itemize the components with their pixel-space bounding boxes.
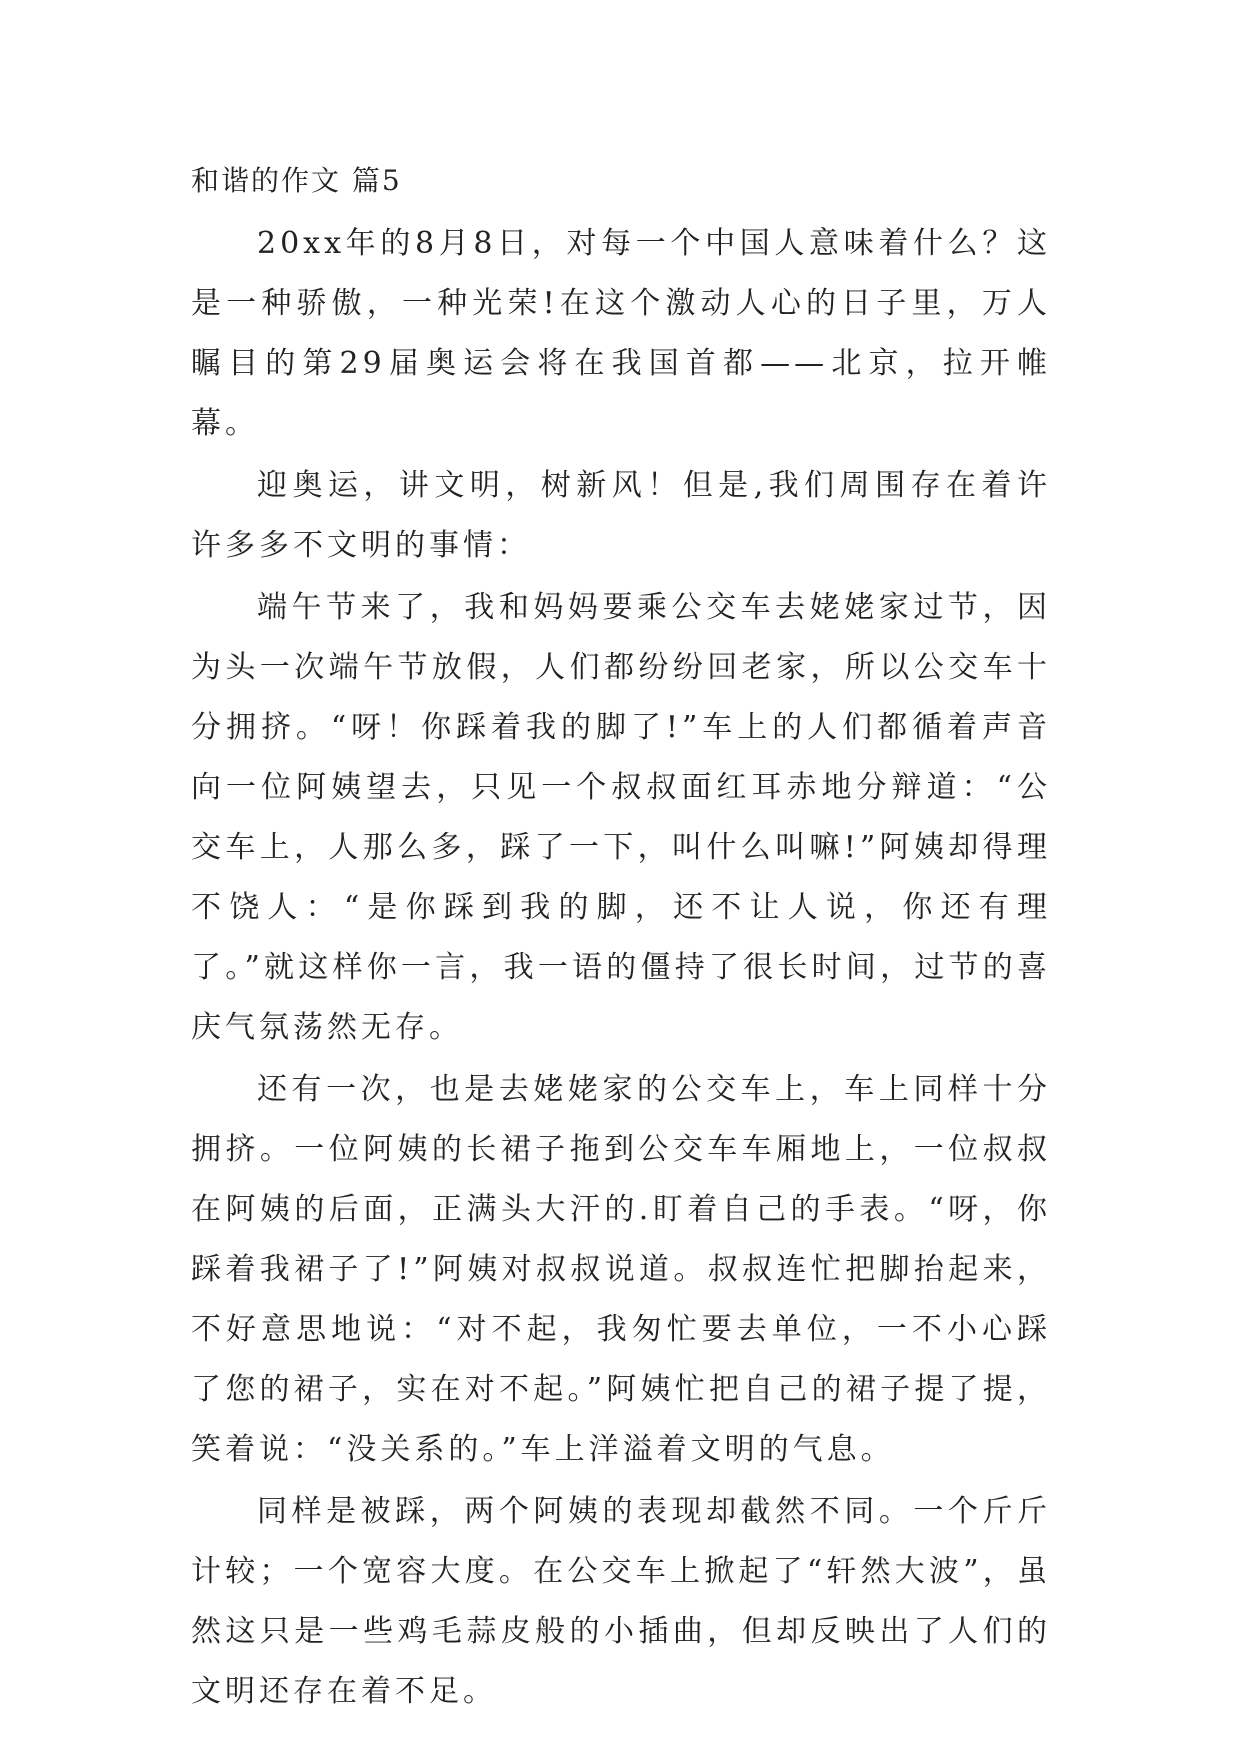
paragraph-3: 端午节来了，我和妈妈要乘公交车去姥姥家过节，因为头一次端午节放假，人们都纷纷回老家，所以公交车十分拥挤。“呀！你踩着我的脚了!”车上的人们都循着声音向一位阿姨望去，只见一个叔叔面红耳赤地分辩道：“公交车上，人那么多，踩了一下，叫什么叫嘛!”阿姨却得理不饶人：“是你踩到我的脚，还不让人说，你还有理了。”就这样你一言，我一语的僵持了很长时间，过节的喜庆气氛荡然无存。 [191,590,1051,1045]
paragraph-2: 迎奥运，讲文明，树新风！但是,我们周围存在着许许多多不文明的事情： [191,468,1051,563]
document-body [191,162,1051,1724]
paragraph-4: 还有一次，也是去姥姥家的公交车上，车上同样十分拥挤。一位阿姨的长裙子拖到公交车车厢地上，一位叔叔在阿姨的后面，正满头大汗的.盯着自己的手表。“呀，你踩着我裙子了!”阿姨对叔叔说道。叔叔连忙把脚抬起来，不好意思地说：“对不起，我匆忙要去单位，一不小心踩了您的裙子，实在对不起。”阿姨忙把自己的裙子提了提，笑着说：“没关系的。”车上洋溢着文明的气息。 [191,1072,1051,1467]
paragraph-5: 同样是被踩，两个阿姨的表现却截然不同。一个斤斤计较；一个宽容大度。在公交车上掀起了“轩然大波”，虽然这只是一些鸡毛蒜皮般的小插曲，但却反映出了人们的文明还存在着不足。 [191,1494,1051,1709]
paragraph-1: 20xx年的8月8日，对每一个中国人意味着什么？这是一种骄傲，一种光荣!在这个激动人心的日子里，万人瞩目的第29届奥运会将在我国首都——北京，拉开帷幕。 [191,226,1051,441]
document-title: 和谐的作文 篇5 [191,164,402,197]
